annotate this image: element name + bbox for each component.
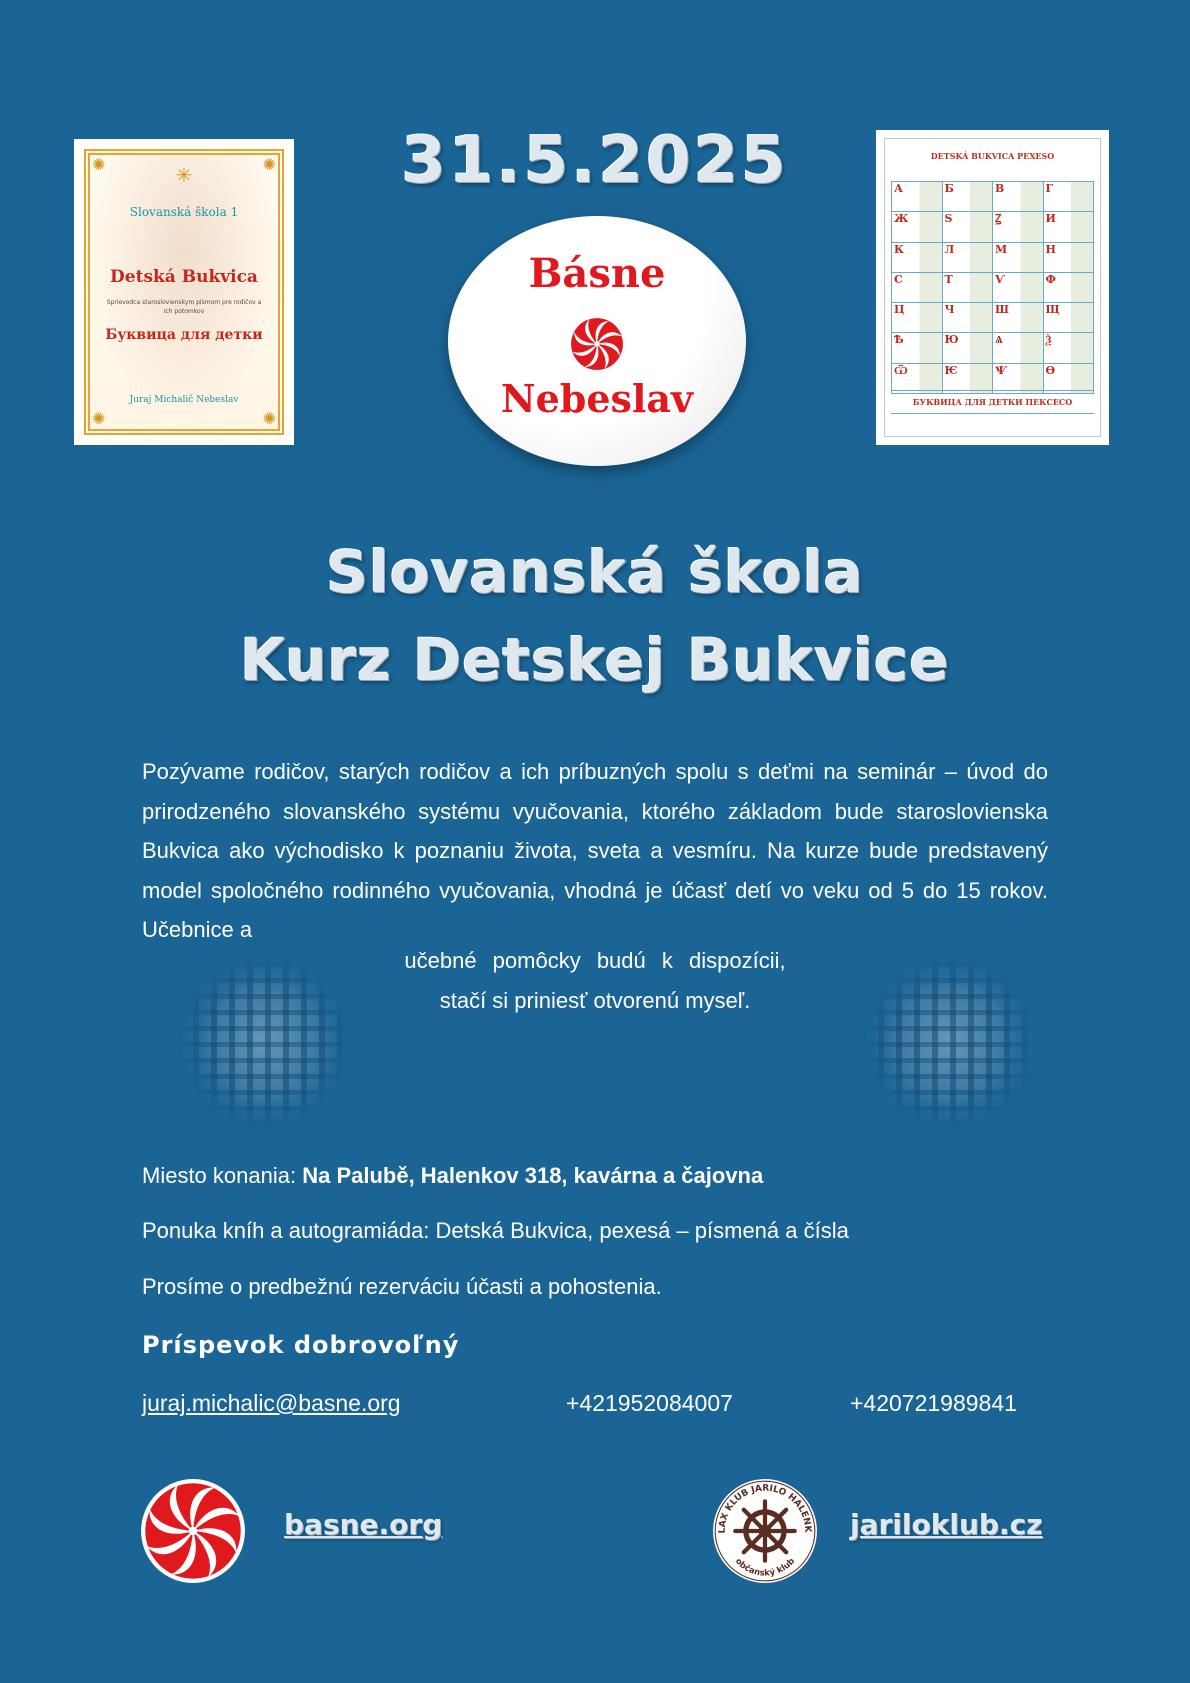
basne-swirl-logo-icon xyxy=(140,1478,246,1584)
club-ring-text: LAX KLUB JARILO HALENK xyxy=(717,1483,813,1534)
phone-cz: +420721989841 xyxy=(850,1390,1017,1416)
pexeso-cell: Т xyxy=(943,273,994,303)
swirl-logo-icon xyxy=(570,317,624,371)
ornament-icon: ✺ xyxy=(262,155,276,174)
ornament-icon: ✺ xyxy=(262,409,276,428)
book-title-cyrillic: Буквица для детки xyxy=(105,327,263,343)
pexeso-cell: Ѱ xyxy=(993,364,1044,394)
pexeso-cell: В xyxy=(993,182,1044,212)
pexeso-frame xyxy=(884,138,1101,437)
heading-line-2: Kurz Detskej Bukvice xyxy=(240,626,950,694)
basne-nebeslav-badge xyxy=(448,216,746,466)
pexeso-cell: И xyxy=(1044,212,1095,242)
ornament-star-icon: ✳ xyxy=(175,163,193,187)
basne-site-link[interactable]: basne.org xyxy=(284,1508,443,1541)
email-link[interactable]: juraj.michalic@basne.org xyxy=(142,1390,401,1416)
jariloklub-site-link[interactable]: jariloklub.cz xyxy=(850,1508,1043,1541)
book-author: Juraj Michalič Nebeslav xyxy=(129,395,239,405)
invitation-paragraph: Pozývame rodičov, starých rodičov a ich príbuzných spolu s deťmi na seminár – úvod do prirodzeného slovanského systému vyučovania, ktorého základom bude staroslovienska Bukvica ako východisko k poznaniu života, sveta a vesmíru. Na kurze bude predstavený model spoločného rodinného vyučovania, vhodná je účasť detí vo veku od 5 do 15 rokov. Učebnice a xyxy=(142,759,1048,942)
pexeso-footer: БУКВИЦА ДЛЯ ДЕТКИ ПЕКСЕСО xyxy=(891,390,1094,414)
pexeso-cell: А xyxy=(892,182,943,212)
pexeso-cell: Ѿ xyxy=(892,364,943,394)
faded-pexeso-circle xyxy=(860,957,1040,1127)
pexeso-cell: Б xyxy=(943,182,994,212)
badge-top-text: Básne xyxy=(528,250,666,297)
pexeso-grid xyxy=(891,181,1094,394)
book-cover-image xyxy=(74,139,294,445)
invitation-line-center-1: učebné pomôcky budú k dispozícii, xyxy=(404,948,786,973)
pexeso-cell: Ц xyxy=(892,303,943,333)
pexeso-cell: Ѧ xyxy=(993,333,1044,363)
book-series: Slovanská škola 1 xyxy=(129,205,239,219)
phone-sk: +421952084007 xyxy=(566,1390,733,1416)
pexeso-cell: Ѥ xyxy=(943,364,994,394)
venue-label: Miesto konania: xyxy=(142,1163,303,1188)
venue-line xyxy=(142,1163,763,1189)
pexeso-cell: Ж xyxy=(892,212,943,242)
pexeso-cell: Ю xyxy=(943,333,994,363)
book-cover-frame xyxy=(84,149,284,435)
pexeso-cell: К xyxy=(892,243,943,273)
reservation-line: Prosíme o predbežnú rezerváciu účasti a pohostenia. xyxy=(142,1274,662,1299)
offer-line: Ponuka kníh a autogramiáda: Detská Bukvica, pexesá – písmená a čísla xyxy=(142,1218,849,1243)
pexeso-cell: Н xyxy=(1044,243,1095,273)
ornament-icon: ✺ xyxy=(92,409,106,428)
pexeso-cell: Ч xyxy=(943,303,994,333)
pexeso-cell: Ѕ xyxy=(943,212,994,242)
book-subtitle: Sprievodca staroslovienskym písmom pre rodičov a ich potomkov xyxy=(106,299,262,315)
pexeso-cell: Щ xyxy=(1044,303,1095,333)
jarilo-club-wheel-logo-icon xyxy=(712,1478,818,1584)
pexeso-cell: М xyxy=(993,243,1044,273)
heading-line-1: Slovanská škola xyxy=(326,538,864,606)
pexeso-cell: Ѯ xyxy=(1044,333,1095,363)
pexeso-cell: Ш xyxy=(993,303,1044,333)
pexeso-sheet-image xyxy=(876,130,1109,445)
club-bottom-text: občanský klub xyxy=(733,1555,797,1578)
faded-bukvica-circle xyxy=(175,957,355,1127)
pexeso-cell: Ѳ xyxy=(1044,364,1095,394)
pexeso-cell: Ѣ xyxy=(892,333,943,363)
venue-value: Na Palubě, Halenkov 318, kavárna a čajovna xyxy=(302,1163,764,1188)
contribution-line: Príspevok dobrovoľný xyxy=(142,1331,460,1359)
pexeso-cell: Ф xyxy=(1044,273,1095,303)
invitation-line-center-2: stačí si priniesť otvorenú myseľ. xyxy=(439,988,751,1013)
pexeso-cell: Ꙁ xyxy=(993,212,1044,242)
pexeso-cell: Л xyxy=(943,243,994,273)
pexeso-title: DETSKÁ BUKVICA PEXESO xyxy=(930,151,1055,161)
event-date: 31.5.2025 xyxy=(401,124,789,198)
pexeso-cell: С xyxy=(892,273,943,303)
pexeso-cell: Ѵ xyxy=(993,273,1044,303)
badge-bottom-text: Nebeslav xyxy=(500,376,694,421)
book-title: Detská Bukvica xyxy=(110,267,258,287)
ornament-icon: ✺ xyxy=(92,155,106,174)
pexeso-cell: Г xyxy=(1044,182,1095,212)
